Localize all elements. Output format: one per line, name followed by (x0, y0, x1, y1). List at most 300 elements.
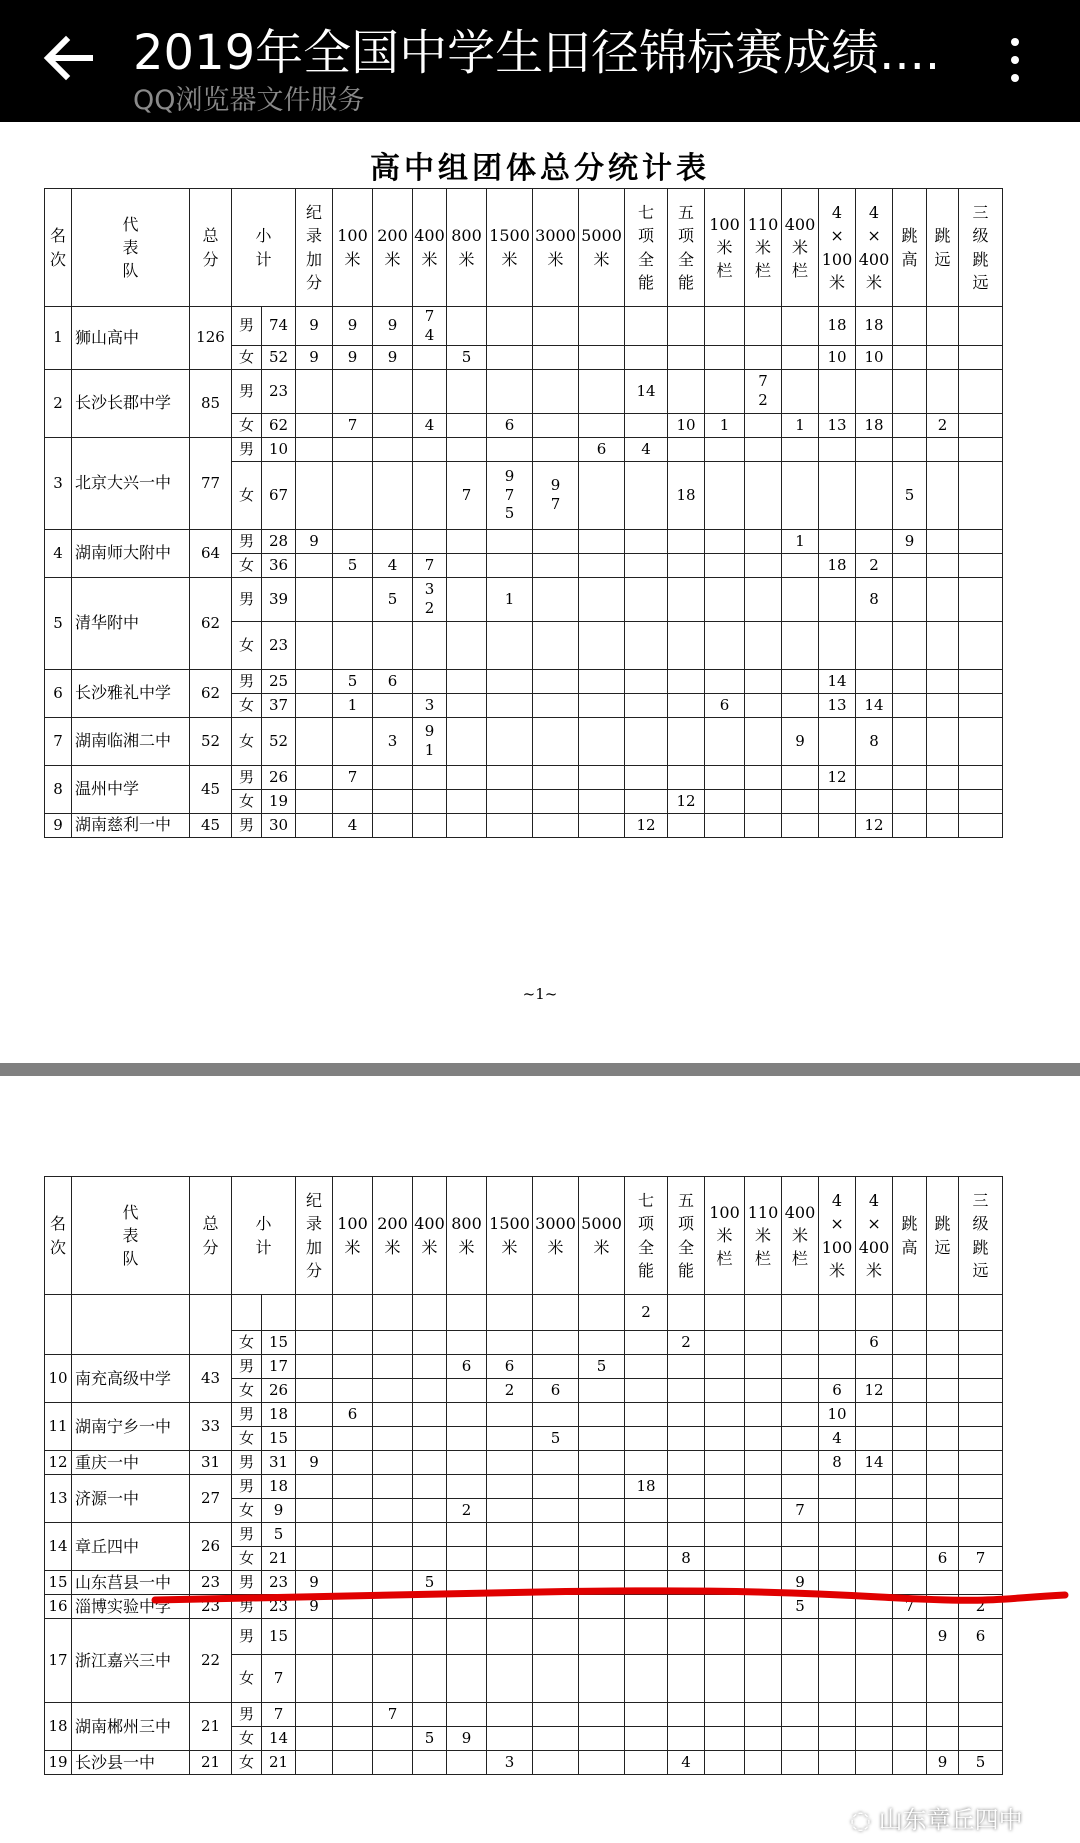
event-score-cell (959, 1427, 1003, 1451)
event-score-cell (296, 1703, 333, 1727)
gender-cell: 男 (232, 1475, 262, 1499)
team-name-cell: 南充高级中学 (72, 1355, 190, 1403)
event-score-cell (579, 621, 625, 669)
event-score-cell (819, 577, 856, 621)
event-score-cell (927, 1523, 959, 1547)
gender-cell: 男 (232, 1355, 262, 1379)
event-score-cell (296, 1619, 333, 1655)
column-header: 纪 录 加 分 (296, 189, 333, 307)
event-score-cell (705, 307, 745, 346)
total-score-cell: 21 (190, 1751, 232, 1775)
column-header: 100 米 栏 (705, 1177, 745, 1295)
event-score-cell (959, 369, 1003, 413)
event-score-cell (447, 553, 487, 577)
event-score-cell (373, 1619, 413, 1655)
subtotal-cell: 10 (262, 437, 296, 461)
event-score-cell (705, 461, 745, 529)
event-score-cell (705, 553, 745, 577)
wechat-icon: ◌ (850, 1806, 879, 1834)
event-score-cell (333, 1727, 373, 1751)
total-score-cell: 126 (190, 307, 232, 370)
rank-cell: 19 (45, 1751, 72, 1775)
gender-cell: 男 (232, 1451, 262, 1475)
event-score-cell (447, 1547, 487, 1571)
event-score-cell: 6 (333, 1403, 373, 1427)
event-score-cell (927, 345, 959, 369)
event-score-cell (579, 789, 625, 813)
event-score-cell: 2 (856, 553, 893, 577)
event-score-cell (745, 437, 782, 461)
event-score-cell: 10 (668, 413, 705, 437)
back-arrow-icon[interactable] (40, 30, 96, 86)
more-options-icon[interactable] (1000, 30, 1030, 90)
total-score-cell: 62 (190, 577, 232, 669)
event-score-cell (447, 789, 487, 813)
event-score-cell (487, 1595, 533, 1619)
event-score-cell (533, 1355, 579, 1379)
event-score-cell: 2 (487, 1379, 533, 1403)
event-score-cell: 1 (782, 529, 819, 553)
event-score-cell (373, 1475, 413, 1499)
event-score-cell (668, 1619, 705, 1655)
event-score-cell (625, 307, 668, 346)
event-score-cell (927, 789, 959, 813)
event-score-cell (333, 1655, 373, 1703)
team-name-cell: 温州中学 (72, 765, 190, 813)
event-score-cell (856, 1571, 893, 1595)
event-score-cell (373, 1571, 413, 1595)
event-score-cell (705, 1295, 745, 1331)
total-score-cell: 33 (190, 1403, 232, 1451)
gender-cell: 男 (232, 1403, 262, 1427)
event-score-cell (296, 693, 333, 717)
event-score-cell (625, 529, 668, 553)
event-score-cell (927, 669, 959, 693)
event-score-cell (668, 529, 705, 553)
event-score-cell (745, 1331, 782, 1355)
event-score-cell (533, 789, 579, 813)
event-score-cell (745, 1475, 782, 1499)
event-score-cell (413, 621, 447, 669)
event-score-cell (625, 1523, 668, 1547)
event-score-cell (447, 1427, 487, 1451)
event-score-cell (668, 577, 705, 621)
event-score-cell (745, 577, 782, 621)
table-row (45, 765, 1003, 789)
event-score-cell (625, 1655, 668, 1703)
event-score-cell (333, 1355, 373, 1379)
total-score-cell: 23 (190, 1571, 232, 1595)
event-score-cell (487, 1403, 533, 1427)
event-score-cell (927, 1331, 959, 1355)
column-header: 5000 米 (579, 1177, 625, 1295)
event-score-cell (413, 1451, 447, 1475)
event-score-cell (487, 669, 533, 693)
event-score-cell (959, 307, 1003, 346)
team-score-table-page-1 (44, 188, 1003, 838)
event-score-cell (782, 813, 819, 837)
column-header: 代 表 队 (72, 189, 190, 307)
event-score-cell (625, 1379, 668, 1403)
event-score-cell (413, 461, 447, 529)
event-score-cell (705, 1355, 745, 1379)
event-score-cell: 9 (333, 307, 373, 346)
event-score-cell (668, 669, 705, 693)
event-score-cell (296, 813, 333, 837)
event-score-cell (487, 813, 533, 837)
team-name-cell: 湖南师大附中 (72, 529, 190, 577)
event-score-cell: 9 (373, 307, 413, 346)
event-score-cell (893, 1379, 927, 1403)
event-score-cell: 6 (487, 1355, 533, 1379)
event-score-cell (296, 413, 333, 437)
event-score-cell (413, 1751, 447, 1775)
event-score-cell (959, 1331, 1003, 1355)
event-score-cell (745, 1619, 782, 1655)
event-score-cell (705, 1595, 745, 1619)
event-score-cell (533, 669, 579, 693)
event-score-cell (959, 1355, 1003, 1379)
table-row (45, 577, 1003, 621)
table-row (45, 1751, 1003, 1775)
event-score-cell (413, 1499, 447, 1523)
document-source: QQ浏览器文件服务 (133, 85, 365, 116)
event-score-cell (893, 621, 927, 669)
event-score-cell (893, 1703, 927, 1727)
event-score-cell (413, 1619, 447, 1655)
event-score-cell: 9 (296, 529, 333, 553)
event-score-cell (373, 1523, 413, 1547)
event-score-cell (668, 1523, 705, 1547)
subtotal-cell: 39 (262, 577, 296, 621)
event-score-cell (927, 1499, 959, 1523)
event-score-cell (447, 765, 487, 789)
event-score-cell (782, 345, 819, 369)
column-header: 200 米 (373, 1177, 413, 1295)
event-score-cell (819, 1523, 856, 1547)
event-score-cell (856, 1703, 893, 1727)
team-score-table-page-2 (44, 1176, 1003, 1775)
total-score-cell: 64 (190, 529, 232, 577)
event-score-cell: 9 (296, 307, 333, 346)
event-score-cell (893, 345, 927, 369)
event-score-cell (819, 1331, 856, 1355)
event-score-cell (959, 621, 1003, 669)
column-header: 跳 远 (927, 1177, 959, 1295)
column-header: 七 项 全 能 (625, 189, 668, 307)
event-score-cell (819, 529, 856, 553)
event-score-cell (893, 437, 927, 461)
column-header: 110 米 栏 (745, 189, 782, 307)
gender-cell: 男 (232, 669, 262, 693)
event-score-cell (625, 1619, 668, 1655)
subtotal-cell: 23 (262, 369, 296, 413)
rank-cell: 12 (45, 1451, 72, 1475)
subtotal-cell (262, 1295, 296, 1331)
event-score-cell (625, 1595, 668, 1619)
event-score-cell (373, 1499, 413, 1523)
event-score-cell (927, 1355, 959, 1379)
event-score-cell (447, 1595, 487, 1619)
event-score-cell (533, 1619, 579, 1655)
event-score-cell: 6 (447, 1355, 487, 1379)
gender-cell: 女 (232, 621, 262, 669)
event-score-cell: 3 (487, 1751, 533, 1775)
subtotal-cell: 7 (262, 1703, 296, 1727)
browser-top-bar (0, 0, 1080, 122)
event-score-cell (927, 307, 959, 346)
team-name-cell: 山东莒县一中 (72, 1571, 190, 1595)
event-score-cell: 5 (413, 1727, 447, 1751)
column-header: 三 级 跳 远 (959, 1177, 1003, 1295)
event-score-cell (296, 1523, 333, 1547)
event-score-cell (579, 813, 625, 837)
gender-cell: 男 (232, 437, 262, 461)
event-score-cell (533, 1403, 579, 1427)
event-score-cell (579, 669, 625, 693)
event-score-cell (579, 1295, 625, 1331)
page-number: ~1~ (522, 985, 558, 1003)
event-score-cell (333, 1499, 373, 1523)
event-score-cell (893, 1727, 927, 1751)
event-score-cell (333, 1751, 373, 1775)
event-score-cell: 4 (668, 1751, 705, 1775)
total-score-cell: 31 (190, 1451, 232, 1475)
event-score-cell (533, 553, 579, 577)
event-score-cell (533, 1655, 579, 1703)
total-score-cell: 26 (190, 1523, 232, 1571)
event-score-cell (819, 789, 856, 813)
event-score-cell (668, 1571, 705, 1595)
team-name-cell (72, 1295, 190, 1355)
column-header: 跳 高 (893, 189, 927, 307)
team-name-cell: 湖南临湘二中 (72, 717, 190, 765)
event-score-cell (959, 1499, 1003, 1523)
subtotal-cell: 9 (262, 1499, 296, 1523)
subtotal-cell: 52 (262, 717, 296, 765)
event-score-cell (373, 1655, 413, 1703)
event-score-cell (413, 345, 447, 369)
team-name-cell: 狮山高中 (72, 307, 190, 370)
event-score-cell: 6 (373, 669, 413, 693)
event-score-cell (579, 1499, 625, 1523)
event-score-cell (856, 1499, 893, 1523)
event-score-cell (625, 461, 668, 529)
account-watermark: ◌ 山东章丘四中 (850, 1806, 1023, 1834)
event-score-cell (668, 621, 705, 669)
event-score-cell (856, 369, 893, 413)
event-score-cell (413, 1595, 447, 1619)
event-score-cell: 5 (579, 1355, 625, 1379)
event-score-cell (447, 1403, 487, 1427)
event-score-cell (447, 621, 487, 669)
subtotal-cell: 31 (262, 1451, 296, 1475)
event-score-cell (668, 717, 705, 765)
subtotal-cell: 19 (262, 789, 296, 813)
event-score-cell (705, 1619, 745, 1655)
event-score-cell (296, 1727, 333, 1751)
event-score-cell: 9 (296, 1451, 333, 1475)
event-score-cell (533, 1595, 579, 1619)
event-score-cell (579, 693, 625, 717)
event-score-cell (782, 621, 819, 669)
event-score-cell (668, 813, 705, 837)
gender-cell: 女 (232, 345, 262, 369)
event-score-cell: 7 (333, 413, 373, 437)
event-score-cell (296, 669, 333, 693)
event-score-cell: 5 (373, 577, 413, 621)
column-header: 三 级 跳 远 (959, 189, 1003, 307)
event-score-cell (296, 1655, 333, 1703)
event-score-cell (856, 1403, 893, 1427)
event-score-cell (625, 765, 668, 789)
event-score-cell: 12 (856, 813, 893, 837)
event-score-cell (487, 789, 533, 813)
event-score-cell: 5 (893, 461, 927, 529)
event-score-cell (447, 1703, 487, 1727)
gender-cell: 女 (232, 717, 262, 765)
column-header: 代 表 队 (72, 1177, 190, 1295)
subtotal-cell: 74 (262, 307, 296, 346)
column-header: 100 米 (333, 189, 373, 307)
column-header: 4 × 400 米 (856, 189, 893, 307)
event-score-cell: 13 (819, 693, 856, 717)
event-score-cell (487, 1571, 533, 1595)
event-score-cell (959, 717, 1003, 765)
event-score-cell (579, 765, 625, 789)
event-score-cell (625, 1427, 668, 1451)
event-score-cell (959, 1703, 1003, 1727)
event-score-cell (819, 1727, 856, 1751)
event-score-cell (447, 1751, 487, 1775)
table-row (45, 307, 1003, 346)
column-header: 名 次 (45, 189, 72, 307)
event-score-cell (625, 1403, 668, 1427)
event-score-cell (625, 577, 668, 621)
gender-cell: 男 (232, 577, 262, 621)
event-score-cell (333, 1475, 373, 1499)
event-score-cell (856, 1523, 893, 1547)
event-score-cell (856, 1595, 893, 1619)
event-score-cell (373, 1403, 413, 1427)
gender-cell: 女 (232, 1727, 262, 1751)
event-score-cell (927, 461, 959, 529)
table-row (45, 669, 1003, 693)
table-row (45, 1595, 1003, 1619)
event-score-cell (745, 461, 782, 529)
event-score-cell (373, 461, 413, 529)
event-score-cell (413, 1355, 447, 1379)
event-score-cell (856, 1751, 893, 1775)
column-header: 五 项 全 能 (668, 1177, 705, 1295)
table-row (45, 717, 1003, 765)
team-name-cell: 湖南慈利一中 (72, 813, 190, 837)
event-score-cell (533, 1703, 579, 1727)
team-name-cell: 长沙县一中 (72, 1751, 190, 1775)
event-score-cell (819, 369, 856, 413)
rank-cell: 10 (45, 1355, 72, 1403)
event-score-cell (487, 1331, 533, 1355)
event-score-cell (893, 1523, 927, 1547)
event-score-cell (296, 1427, 333, 1451)
event-score-cell (782, 1727, 819, 1751)
event-score-cell (782, 369, 819, 413)
event-score-cell (856, 1427, 893, 1451)
event-score-cell (579, 1547, 625, 1571)
event-score-cell (782, 1751, 819, 1775)
event-score-cell (959, 1523, 1003, 1547)
event-score-cell (856, 765, 893, 789)
event-score-cell (959, 669, 1003, 693)
event-score-cell (745, 1427, 782, 1451)
event-score-cell (927, 369, 959, 413)
event-score-cell (745, 1595, 782, 1619)
event-score-cell (487, 693, 533, 717)
event-score-cell (705, 717, 745, 765)
event-score-cell (745, 717, 782, 765)
subtotal-cell: 52 (262, 345, 296, 369)
event-score-cell: 14 (856, 693, 893, 717)
event-score-cell (579, 577, 625, 621)
column-header: 3000 米 (533, 189, 579, 307)
event-score-cell (373, 789, 413, 813)
event-score-cell: 8 (856, 717, 893, 765)
event-score-cell (487, 717, 533, 765)
rank-cell: 7 (45, 717, 72, 765)
total-score-cell: 27 (190, 1475, 232, 1523)
column-header: 小 计 (232, 189, 296, 307)
total-score-cell: 45 (190, 765, 232, 813)
event-score-cell (447, 1655, 487, 1703)
event-score-cell (893, 369, 927, 413)
subtotal-cell: 25 (262, 669, 296, 693)
gender-cell: 女 (232, 413, 262, 437)
event-score-cell (625, 1547, 668, 1571)
total-score-cell: 52 (190, 717, 232, 765)
subtotal-cell: 26 (262, 1379, 296, 1403)
event-score-cell (959, 553, 1003, 577)
event-score-cell (533, 1571, 579, 1595)
team-name-cell: 北京大兴一中 (72, 437, 190, 529)
event-score-cell (625, 345, 668, 369)
event-score-cell (296, 1499, 333, 1523)
event-score-cell (533, 813, 579, 837)
event-score-cell (819, 1619, 856, 1655)
event-score-cell (959, 789, 1003, 813)
event-score-cell (668, 437, 705, 461)
table-row (45, 1403, 1003, 1427)
event-score-cell (333, 1295, 373, 1331)
event-score-cell (927, 1427, 959, 1451)
event-score-cell (705, 1403, 745, 1427)
event-score-cell (668, 765, 705, 789)
total-score-cell: 43 (190, 1355, 232, 1403)
total-score-cell: 77 (190, 437, 232, 529)
event-score-cell (579, 1655, 625, 1703)
gender-cell: 女 (232, 1655, 262, 1703)
event-score-cell (333, 1619, 373, 1655)
gender-cell (232, 1295, 262, 1331)
event-score-cell (533, 1523, 579, 1547)
event-score-cell (533, 1475, 579, 1499)
gender-cell: 男 (232, 1619, 262, 1655)
event-score-cell (579, 1751, 625, 1775)
gender-cell: 男 (232, 307, 262, 346)
event-score-cell (533, 1727, 579, 1751)
event-score-cell: 7 2 (745, 369, 782, 413)
event-score-cell (705, 813, 745, 837)
team-name-cell: 章丘四中 (72, 1523, 190, 1571)
